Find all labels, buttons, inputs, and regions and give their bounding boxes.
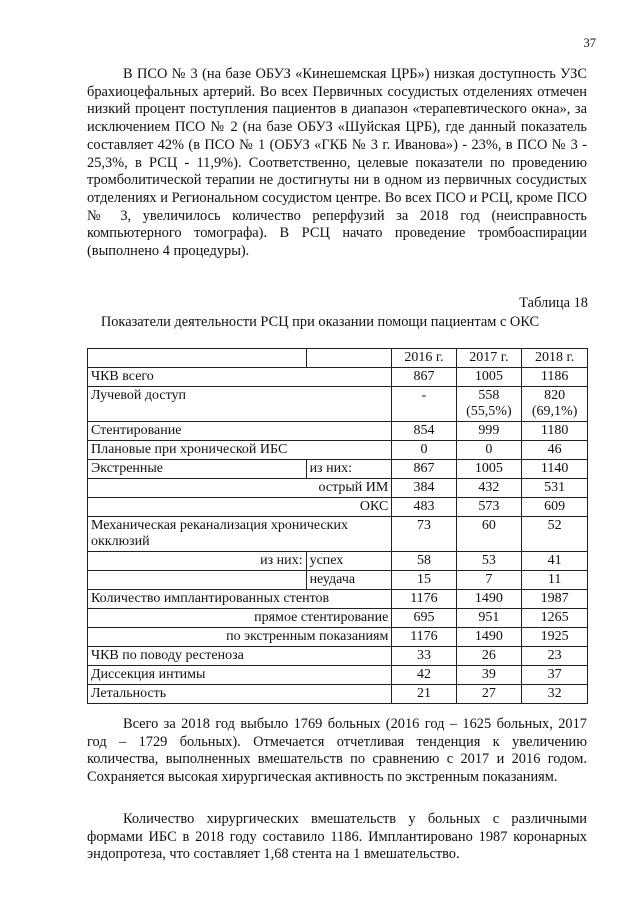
paragraph-intro <box>87 66 587 261</box>
row-label: Механическая реканализация хронических окклюзий <box>88 517 392 552</box>
table-row <box>88 590 588 609</box>
cell-value: 1005 <box>456 460 522 479</box>
cell-value: 558 (55,5%) <box>456 387 522 422</box>
row-label: из них: <box>88 552 307 571</box>
header-year-2018: 2018 г. <box>522 349 588 368</box>
table-row <box>88 666 588 685</box>
paragraph-summary-text: Всего за 2018 год выбыло 1769 больных (2016 год – 1625 больных, 2017 год – 1729 больных). Отмечается отчетливая тенденция к увеличению количества, выполненных вмешательств по сравнению с 2017 и 2016 годом. Сохраняется высокая хирургическая активность по экстренным показаниям. <box>87 716 587 786</box>
cell-value: 27 <box>456 685 522 704</box>
row-label: прямое стентирование <box>88 609 392 628</box>
cell-value: 384 <box>392 479 456 498</box>
row-label: Летальность <box>88 685 392 704</box>
row-label: Плановые при хронической ИБС <box>88 441 392 460</box>
table-caption: Показатели деятельности РСЦ при оказании помощи пациентам с ОКС <box>100 314 540 330</box>
cell-value: 58 <box>392 552 456 571</box>
cell-value: 951 <box>456 609 522 628</box>
cell-value: 52 <box>522 517 588 552</box>
cell-value: 1490 <box>456 590 522 609</box>
cell-value: 1265 <box>522 609 588 628</box>
table-row <box>88 609 588 628</box>
cell-value: 21 <box>392 685 456 704</box>
cell-value: 26 <box>456 647 522 666</box>
table-row <box>88 647 588 666</box>
cell-value: 53 <box>456 552 522 571</box>
cell-value: 60 <box>456 517 522 552</box>
paragraph-intro-text: В ПСО № 3 (на базе ОБУЗ «Кинешемская ЦРБ») низкая доступность УЗС брахиоцефальных артерий. Во всех Первичных сосудистых отделениях отмечен низкий процент поступления пациентов в диапазон «терапевтического окна», за исключением ПСО № 2 (на базе ОБУЗ «Шуйская ЦРБ), где данный показатель составляет 42% (в ПСО № 1 (ОБУЗ «ГКБ № 3 г. Иванова») - 23%, в ПСО № 3 - 25,3%, в РСЦ - 11,9%). Соответственно, целевые показатели по проведению тромболитической терапии не достигнуты ни в одном из первичных сосудистых отделениях и Региональном сосудистом центре. Во всех ПСО и РСЦ, кроме ПСО № 3, увеличилось количество реперфузий за 2018 год (неисправность компьютерного томографа). В РСЦ начато проведение тромбоаспирации (выполнено 4 процедуры). <box>87 66 587 260</box>
table-number: Таблица 18 <box>519 295 588 311</box>
cell-value: 37 <box>522 666 588 685</box>
cell-value: 1925 <box>522 628 588 647</box>
table-row <box>88 517 588 552</box>
table-row <box>88 368 588 387</box>
header-empty-cell <box>88 349 307 368</box>
cell-value: 531 <box>522 479 588 498</box>
cell-value: 39 <box>456 666 522 685</box>
row-label: по экстренным показаниям <box>88 628 392 647</box>
row-label: ЧКВ всего <box>88 368 392 387</box>
cell-value: 42 <box>392 666 456 685</box>
cell-value: 41 <box>522 552 588 571</box>
cell-value: 1176 <box>392 628 456 647</box>
table-row <box>88 387 588 422</box>
row-label-empty <box>88 571 307 590</box>
cell-value: 695 <box>392 609 456 628</box>
cell-value: 0 <box>456 441 522 460</box>
cell-value: 854 <box>392 422 456 441</box>
row-label: Лучевой доступ <box>88 387 392 422</box>
cell-value: 609 <box>522 498 588 517</box>
cell-value: 1490 <box>456 628 522 647</box>
cell-value: 1005 <box>456 368 522 387</box>
row-label: ОКС <box>88 498 392 517</box>
row-label: Количество имплантированных стентов <box>88 590 392 609</box>
row-label: острый ИМ <box>88 479 392 498</box>
row-sublabel: успех <box>306 552 392 571</box>
header-year-2016: 2016 г. <box>392 349 456 368</box>
page-number: 37 <box>583 36 596 50</box>
table-row <box>88 479 588 498</box>
cell-value: 7 <box>456 571 522 590</box>
cell-value: 1987 <box>522 590 588 609</box>
header-empty-cell <box>306 349 392 368</box>
row-label: Диссекция интимы <box>88 666 392 685</box>
table-row <box>88 460 588 479</box>
cell-value: 73 <box>392 517 456 552</box>
paragraph-stents <box>87 811 587 864</box>
cell-value: - <box>392 387 456 422</box>
table-header-row <box>88 349 588 368</box>
cell-value: 32 <box>522 685 588 704</box>
row-label: Экстренные <box>88 460 307 479</box>
table-row <box>88 422 588 441</box>
cell-value: 33 <box>392 647 456 666</box>
table-row <box>88 628 588 647</box>
table-row <box>88 571 588 590</box>
cell-value: 483 <box>392 498 456 517</box>
cell-value: 432 <box>456 479 522 498</box>
cell-value: 867 <box>392 368 456 387</box>
row-label: Стентирование <box>88 422 392 441</box>
row-sublabel: неудача <box>306 571 392 590</box>
pci-stats-table <box>87 348 588 704</box>
header-year-2017: 2017 г. <box>456 349 522 368</box>
cell-value: 573 <box>456 498 522 517</box>
table-row <box>88 552 588 571</box>
cell-value: 23 <box>522 647 588 666</box>
table-row <box>88 685 588 704</box>
row-label: ЧКВ по поводу рестеноза <box>88 647 392 666</box>
paragraph-stents-text: Количество хирургических вмешательств у больных с различными формами ИБС в 2018 году составило 1186. Имплантировано 1987 коронарных эндопротеза, что составляет 1,68 стента на 1 вмешательство. <box>87 811 587 863</box>
cell-value: 15 <box>392 571 456 590</box>
table-row <box>88 441 588 460</box>
cell-value: 867 <box>392 460 456 479</box>
cell-value: 1176 <box>392 590 456 609</box>
row-sublabel: из них: <box>306 460 392 479</box>
cell-value: 820 (69,1%) <box>522 387 588 422</box>
paragraph-summary <box>87 716 587 787</box>
cell-value: 46 <box>522 441 588 460</box>
cell-value: 0 <box>392 441 456 460</box>
cell-value: 1186 <box>522 368 588 387</box>
table-row <box>88 498 588 517</box>
cell-value: 1180 <box>522 422 588 441</box>
cell-value: 1140 <box>522 460 588 479</box>
cell-value: 999 <box>456 422 522 441</box>
cell-value: 11 <box>522 571 588 590</box>
